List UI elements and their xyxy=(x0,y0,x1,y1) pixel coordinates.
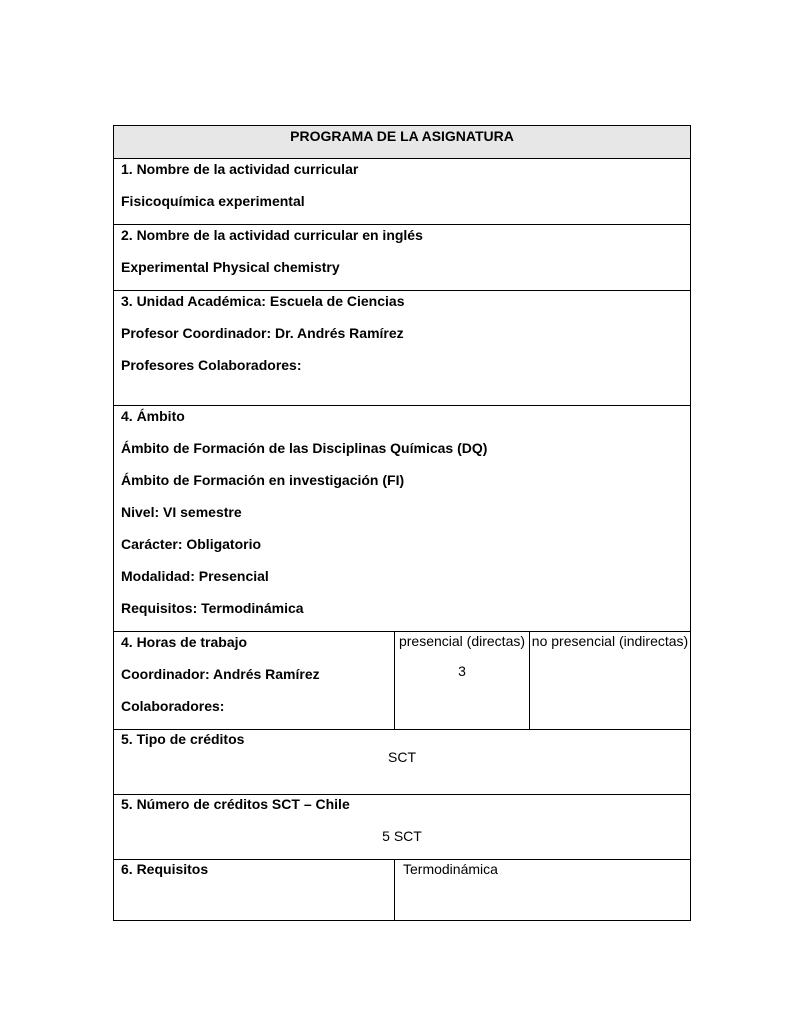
presencial-cell xyxy=(395,632,530,730)
table-header: PROGRAMA DE LA ASIGNATURA xyxy=(114,126,691,159)
nivel: Nivel: VI semestre xyxy=(121,504,242,520)
ambito-label: 4. Ámbito xyxy=(121,408,185,424)
ambito-line: Ámbito de Formación de las Disciplinas Químicas (DQ) xyxy=(121,440,488,456)
horas-coordinador: Coordinador: Andrés Ramírez xyxy=(121,666,320,682)
course-program-table xyxy=(113,125,691,921)
section-2-label: 2. Nombre de la actividad curricular en inglés xyxy=(121,227,423,243)
caracter: Carácter: Obligatorio xyxy=(121,536,262,552)
tipo-creditos xyxy=(114,730,691,795)
presencial-value: 3 xyxy=(458,663,466,679)
numero-creditos xyxy=(114,795,691,860)
modalidad: Modalidad: Presencial xyxy=(121,568,269,584)
ambito-line: Ámbito de Formación en investigación (FI) xyxy=(121,472,405,488)
horas-colaboradores: Colaboradores: xyxy=(121,698,225,714)
section-1 xyxy=(114,159,691,225)
tipo-value: SCT xyxy=(388,749,416,765)
numero-value: 5 SCT xyxy=(382,828,422,844)
requisitos-line: Requisitos: Termodinámica xyxy=(121,600,304,616)
unidad-academica: 3. Unidad Académica: Escuela de Ciencias xyxy=(121,293,405,309)
profesor-coordinador: Profesor Coordinador: Dr. Andrés Ramírez xyxy=(121,325,404,341)
requisitos-value-cell xyxy=(395,860,691,921)
horas-label: 4. Horas de trabajo xyxy=(121,634,248,650)
no-presencial-cell xyxy=(530,632,691,730)
requisitos-label: 6. Requisitos xyxy=(121,861,209,877)
section-2-value: Experimental Physical chemistry xyxy=(121,259,340,275)
tipo-label: 5. Tipo de créditos xyxy=(121,731,245,747)
section-4-ambito xyxy=(114,406,691,632)
presencial-header: presencial (directas) xyxy=(398,633,526,649)
section-1-value: Fisicoquímica experimental xyxy=(121,193,305,209)
horas-trabajo xyxy=(114,632,395,730)
section-1-label: 1. Nombre de la actividad curricular xyxy=(121,161,359,177)
profesores-colaboradores: Profesores Colaboradores: xyxy=(121,357,302,373)
section-3 xyxy=(114,291,691,406)
requisitos-value: Termodinámica xyxy=(403,861,498,877)
numero-label: 5. Número de créditos SCT – Chile xyxy=(121,796,350,812)
no-presencial-header: no presencial (indirectas) xyxy=(531,633,689,649)
section-2 xyxy=(114,225,691,291)
requisitos-section xyxy=(114,860,395,921)
